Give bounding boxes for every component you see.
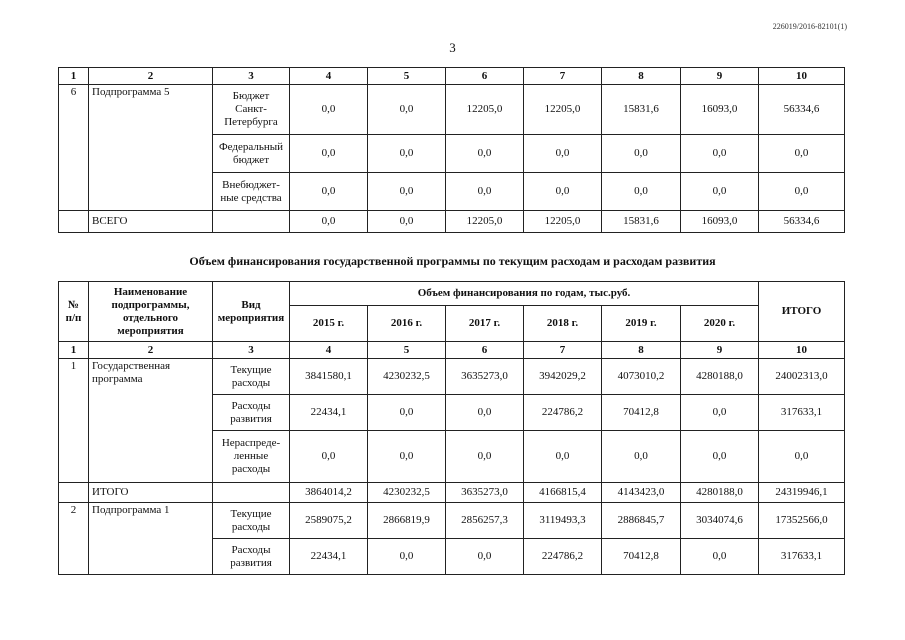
column-index-row: [59, 68, 845, 85]
table-cell: 2886845,7: [602, 503, 681, 539]
funding-type: Внебюджет-ные средства: [213, 173, 290, 211]
table-cell: 15831,6: [602, 211, 681, 233]
table-cell: 0,0: [290, 135, 368, 173]
table-cell: 3864014,2: [290, 483, 368, 503]
table-cell: 0,0: [368, 539, 446, 575]
funding-type: Бюджет Санкт-Петербурга: [213, 85, 290, 135]
table-cell: 0,0: [368, 211, 446, 233]
table-cell: 0,0: [368, 395, 446, 431]
table-cell: 22434,1: [290, 539, 368, 575]
row-number: 6: [59, 85, 89, 211]
table-cell: 70412,8: [602, 395, 681, 431]
expense-type: Расходы развития: [213, 539, 290, 575]
table-cell: 56334,6: [759, 211, 845, 233]
table-cell: 2856257,3: [446, 503, 524, 539]
table-cell: [213, 211, 290, 233]
header-total: ИТОГО: [759, 282, 845, 342]
col-index: 7: [524, 68, 602, 85]
col-index: 3: [213, 68, 290, 85]
col-index: 3: [213, 342, 290, 359]
table-cell: 3942029,2: [524, 359, 602, 395]
col-index: 1: [59, 68, 89, 85]
table-cell: 0,0: [446, 173, 524, 211]
expense-type: Расходы развития: [213, 395, 290, 431]
table-cell: 0,0: [446, 431, 524, 483]
table-cell: 0,0: [290, 85, 368, 135]
column-index-row: [59, 342, 845, 359]
col-index: 2: [89, 68, 213, 85]
total-row: [59, 483, 845, 503]
table-cell: 16093,0: [681, 211, 759, 233]
table-cell: 56334,6: [759, 85, 845, 135]
expense-type: Текущие расходы: [213, 503, 290, 539]
funding-table: [58, 281, 845, 575]
table-cell: 0,0: [602, 135, 681, 173]
page-number: 3: [449, 40, 456, 55]
table-cell: 16093,0: [681, 85, 759, 135]
header-volume: Объем финансирования по годам, тыс.руб.: [290, 282, 759, 306]
table-row: [59, 359, 845, 395]
program-name: Государственная программа: [89, 359, 213, 483]
table-cell: 0,0: [368, 173, 446, 211]
table-cell: 3635273,0: [446, 359, 524, 395]
table-cell: 15831,6: [602, 85, 681, 135]
table-cell: 0,0: [759, 135, 845, 173]
col-index: 6: [446, 342, 524, 359]
expense-type: Текущие расходы: [213, 359, 290, 395]
col-index: 7: [524, 342, 602, 359]
table-cell: 0,0: [681, 431, 759, 483]
col-index: 9: [681, 342, 759, 359]
header-name: Наименование подпрограммы, отдельного мероприятия: [89, 282, 213, 342]
col-index: 4: [290, 342, 368, 359]
table-cell: 0,0: [681, 173, 759, 211]
table-cell: 0,0: [446, 539, 524, 575]
row-number: 2: [59, 503, 89, 575]
col-index: 4: [290, 68, 368, 85]
table-cell: 12205,0: [446, 211, 524, 233]
table-cell: 4280188,0: [681, 483, 759, 503]
table-cell: 22434,1: [290, 395, 368, 431]
col-index: 10: [759, 342, 845, 359]
header-kind: Вид мероприятия: [213, 282, 290, 342]
row-number: 1: [59, 359, 89, 483]
table-cell: 0,0: [368, 431, 446, 483]
col-index: 10: [759, 68, 845, 85]
document-id: 226019/2016-82101(1): [772, 22, 847, 31]
program-name: Подпрограмма 1: [89, 503, 213, 575]
expense-type: Нераспреде-ленные расходы: [213, 431, 290, 483]
table-cell: 4166815,4: [524, 483, 602, 503]
table-cell: [213, 483, 290, 503]
table-cell: 0,0: [290, 211, 368, 233]
table-cell: 3635273,0: [446, 483, 524, 503]
table-cell: 0,0: [681, 395, 759, 431]
table-cell: 224786,2: [524, 539, 602, 575]
table-row: [59, 85, 845, 135]
table-cell: 224786,2: [524, 395, 602, 431]
table-cell: 0,0: [759, 431, 845, 483]
table-cell: 0,0: [602, 173, 681, 211]
col-index: 1: [59, 342, 89, 359]
funding-type: Федеральный бюджет: [213, 135, 290, 173]
table-cell: 0,0: [602, 431, 681, 483]
table-cell: 12205,0: [524, 85, 602, 135]
table-cell: 4230232,5: [368, 359, 446, 395]
table-cell: 2589075,2: [290, 503, 368, 539]
table-cell: 3119493,3: [524, 503, 602, 539]
table-cell: 0,0: [446, 135, 524, 173]
table-cell: 0,0: [759, 173, 845, 211]
table-cell: 24319946,1: [759, 483, 845, 503]
table-cell: 0,0: [524, 135, 602, 173]
table-cell: 317633,1: [759, 395, 845, 431]
table-cell: 0,0: [681, 135, 759, 173]
table-cell: 4143423,0: [602, 483, 681, 503]
col-index: 2: [89, 342, 213, 359]
table-cell: 3034074,6: [681, 503, 759, 539]
table-cell: 2866819,9: [368, 503, 446, 539]
table-cell: 12205,0: [446, 85, 524, 135]
header-year: 2016 г.: [368, 306, 446, 342]
col-index: 8: [602, 342, 681, 359]
header-year: 2019 г.: [602, 306, 681, 342]
table-cell: [59, 483, 89, 503]
header-row: [59, 282, 845, 306]
table-cell: 0,0: [681, 539, 759, 575]
table-cell: 0,0: [524, 173, 602, 211]
col-index: 8: [602, 68, 681, 85]
subprogram5-table: [58, 67, 845, 233]
table-cell: 4230232,5: [368, 483, 446, 503]
col-index: 5: [368, 342, 446, 359]
table-cell: 24002313,0: [759, 359, 845, 395]
table-cell: 0,0: [446, 395, 524, 431]
table-cell: 317633,1: [759, 539, 845, 575]
header-num: № п/п: [59, 282, 89, 342]
table-row: [59, 503, 845, 539]
table-cell: 0,0: [524, 431, 602, 483]
table-cell: 17352566,0: [759, 503, 845, 539]
header-year: 2017 г.: [446, 306, 524, 342]
program-name: Подпрограмма 5: [89, 85, 213, 211]
table-cell: 4280188,0: [681, 359, 759, 395]
total-label: ИТОГО: [89, 483, 213, 503]
col-index: 5: [368, 68, 446, 85]
table-cell: 3841580,1: [290, 359, 368, 395]
header-year: 2020 г.: [681, 306, 759, 342]
table-cell: 0,0: [368, 135, 446, 173]
table-caption: Объем финансирования государственной программы по текущим расходам и расходам развития: [189, 254, 716, 268]
total-row: [59, 211, 845, 233]
table-cell: 12205,0: [524, 211, 602, 233]
table-cell: [59, 211, 89, 233]
total-label: ВСЕГО: [89, 211, 213, 233]
table-cell: 4073010,2: [602, 359, 681, 395]
table-cell: 0,0: [368, 85, 446, 135]
col-index: 6: [446, 68, 524, 85]
table-cell: 0,0: [290, 431, 368, 483]
header-year: 2018 г.: [524, 306, 602, 342]
col-index: 9: [681, 68, 759, 85]
table-cell: 70412,8: [602, 539, 681, 575]
table-cell: 0,0: [290, 173, 368, 211]
header-year: 2015 г.: [290, 306, 368, 342]
